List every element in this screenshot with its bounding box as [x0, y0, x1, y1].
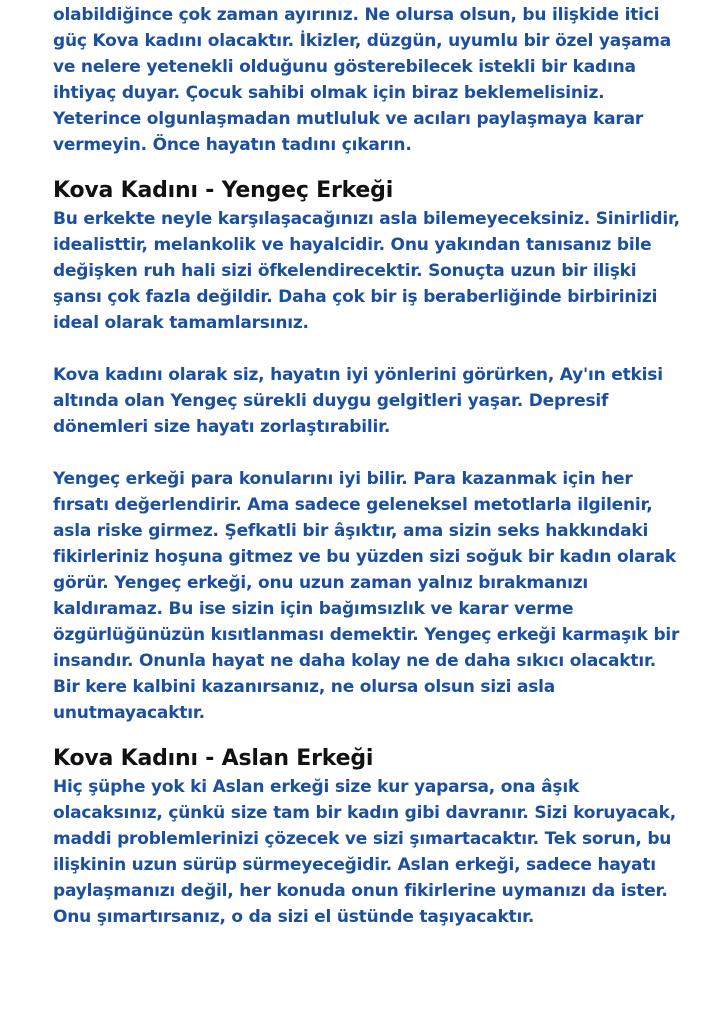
text-line: paylaşmanızı değil, her konuda onun fikirlerine uymanızı da ister.: [53, 881, 668, 901]
intro-paragraph: [53, 0, 703, 158]
text-line: ilişkinin uzun sürüp sürmeyeceğidir. Aslan erkeği, sadece hayatı: [53, 855, 656, 875]
text-line: insandır. Onunla hayat ne daha kolay ne de daha sıkıcı olacaktır.: [53, 651, 656, 671]
text-line: özgürlüğünüzün kısıtlanması demektir. Yengeç erkeği karmaşık bir: [53, 625, 680, 645]
section-heading-leo: Kova Kadını - Aslan Erkeği: [53, 746, 374, 771]
text-line: olacaksınız, çünkü size tam bir kadın gibi davranır. Sizi koruyacak,: [53, 803, 676, 823]
text-line: fırsatı değerlendirir. Ama sadece geleneksel metotlarla ilgilenir,: [53, 495, 653, 515]
text-line: olabildiğince çok zaman ayırınız. Ne olursa olsun, bu ilişkide itici: [53, 5, 660, 25]
text-line: ihtiyaç duyar. Çocuk sahibi olmak için biraz beklemelisiniz.: [53, 83, 605, 103]
text-line: Bir kere kalbini kazanırsanız, ne olursa olsun sizi asla: [53, 677, 556, 697]
text-line: Hiç şüphe yok ki Aslan erkeği size kur yaparsa, ona âşık: [53, 777, 580, 797]
cancer-paragraph-1: [53, 206, 703, 336]
cancer-paragraph-2: [53, 362, 703, 440]
cancer-paragraph-3: [53, 466, 703, 726]
leo-paragraph-1: [53, 774, 703, 930]
text-line: Yeterince olgunlaşmadan mutluluk ve acıları paylaşmaya karar: [53, 109, 644, 129]
text-line: idealisttir, melankolik ve hayalcidir. Onu yakından tanısanız bile: [53, 235, 652, 255]
text-line: fikirleriniz hoşuna gitmez ve bu yüzden sizi soğuk bir kadın olarak: [53, 547, 676, 567]
text-line: Yengeç erkeği para konularını iyi bilir. Para kazanmak için her: [53, 469, 633, 489]
text-line: vermeyin. Önce hayatın tadını çıkarın.: [53, 135, 412, 155]
text-line: ideal olarak tamamlarsınız.: [53, 313, 309, 333]
text-line: dönemleri size hayatı zorlaştırabilir.: [53, 417, 391, 437]
text-line: şansı çok fazla değildir. Daha çok bir iş beraberliğinde birbirinizi: [53, 287, 658, 307]
text-line: değişken ruh hali sizi öfkelendirecektir. Sonuçta uzun bir ilişki: [53, 261, 637, 281]
text-line: Kova kadını olarak siz, hayatın iyi yönlerini görürken, Ay'ın etkisi: [53, 365, 663, 385]
text-line: maddi problemlerinizi çözecek ve sizi şımartacaktır. Tek sorun, bu: [53, 829, 672, 849]
text-line: altında olan Yengeç sürekli duygu gelgitleri yaşar. Depresif: [53, 391, 609, 411]
text-line: Onu şımartırsanız, o da sizi el üstünde taşıyacaktır.: [53, 907, 535, 927]
section-heading-cancer: Kova Kadını - Yengeç Erkeği: [53, 178, 394, 203]
text-line: görür. Yengeç erkeği, onu uzun zaman yalnız bırakmanızı: [53, 573, 589, 593]
text-line: güç Kova kadını olacaktır. İkizler, düzgün, uyumlu bir özel yaşama: [53, 31, 672, 51]
text-line: kaldıramaz. Bu ise sizin için bağımsızlık ve karar verme: [53, 599, 574, 619]
document-page: [53, 0, 703, 930]
text-line: unutmayacaktır.: [53, 703, 205, 723]
text-line: Bu erkekte neyle karşılaşacağınızı asla bilemeyeceksiniz. Sinirlidir,: [53, 209, 680, 229]
text-line: ve nelere yetenekli olduğunu gösterebilecek istekli bir kadına: [53, 57, 636, 77]
text-line: asla riske girmez. Şefkatli bir âşıktır, ama sizin seks hakkındaki: [53, 521, 649, 541]
